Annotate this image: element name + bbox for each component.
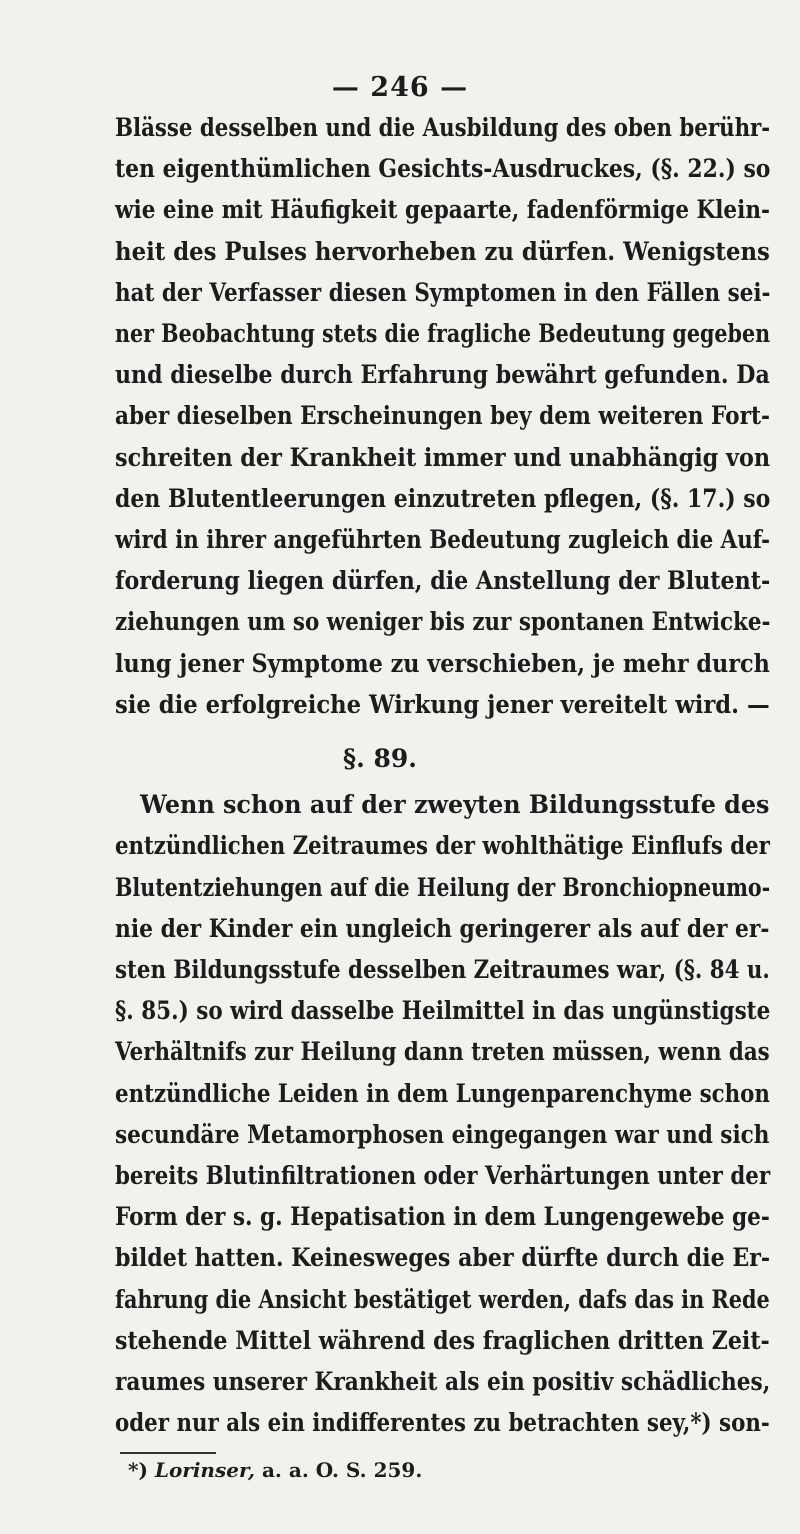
footnote-marker: *) — [128, 1458, 148, 1483]
body-line: Verhältnifs zur Heilung dann treten müssen, wenn das — [115, 1036, 770, 1067]
body-line: ziehungen um so weniger bis zur spontanen Entwicke- — [115, 606, 771, 637]
body-line: Wenn schon auf der zweyten Bildungsstufe des — [140, 789, 770, 820]
body-line: wie eine mit Häufigkeit gepaarte, fadenförmige Klein- — [115, 194, 770, 225]
body-line: entzündliche Leiden in dem Lungenparenchyme schon — [115, 1077, 770, 1108]
body-line: den Blutentleerungen einzutreten pflegen, (§. 17.) so — [115, 482, 771, 513]
body-line: entzündlichen Zeitraumes der wohlthätige Einflufs der — [115, 830, 770, 861]
footnote — [128, 1456, 422, 1484]
body-line: Form der s. g. Hepatisation in dem Lungengewebe ge- — [115, 1201, 770, 1232]
page-header: — 246 — — [331, 72, 469, 103]
body-line: oder nur als ein indifferentes zu betrachten sey,*) son- — [115, 1407, 770, 1438]
body-line: ner Beobachtung stets die fragliche Bedeutung gegeben — [115, 318, 771, 348]
section-heading: §. 89. — [343, 744, 417, 773]
body-line: bildet hatten. Keinesweges aber dürfte durch die Er- — [115, 1242, 771, 1273]
body-line: secundäre Metamorphosen eingegangen war und sich — [115, 1118, 770, 1149]
body-line: sten Bildungsstufe desselben Zeitraumes war, (§. 84 u. — [115, 954, 770, 984]
footnote-author: Lorinser, — [154, 1458, 255, 1483]
body-line: Blässe desselben und die Ausbildung des oben berühr- — [115, 112, 771, 142]
body-line: Blutentziehungen auf die Heilung der Bronchiopneumo- — [115, 871, 771, 902]
footnote-rule — [120, 1452, 216, 1454]
body-line: hat der Verfasser diesen Symptomen in den Fällen sei- — [115, 276, 771, 307]
body-line: und dieselbe durch Erfahrung bewährt gefunden. Da — [115, 359, 770, 390]
body-line: wird in ihrer angeführten Bedeutung zugleich die Auf- — [115, 524, 771, 554]
body-line: raumes unserer Krankheit als ein positiv schädliches, — [115, 1366, 771, 1396]
body-line: fahrung die Ansicht bestätiget werden, dafs das in Rede — [115, 1283, 770, 1314]
body-line: heit des Pulses hervorheben zu dürfen. Wenigstens — [115, 235, 770, 266]
body-line: §. 85.) so wird dasselbe Heilmittel in das ungünstigste — [115, 995, 771, 1026]
body-line: ten eigenthümlichen Gesichts-Ausdruckes, (§. 22.) so — [115, 153, 771, 184]
footnote-reference: a. a. O. S. 259. — [261, 1458, 423, 1483]
body-line: stehende Mittel während des fraglichen dritten Zeit- — [115, 1324, 770, 1355]
body-line: lung jener Symptome zu verschieben, je mehr durch — [115, 647, 770, 678]
body-line: aber dieselben Erscheinungen bey dem weiteren Fort- — [115, 400, 770, 431]
body-line: bereits Blutinfiltrationen oder Verhärtungen unter der — [115, 1160, 771, 1190]
body-line: sie die erfolgreiche Wirkung jener vereitelt wird. — — [115, 688, 770, 719]
body-line: forderung liegen dürfen, die Anstellung der Blutent- — [115, 565, 771, 596]
body-line: schreiten der Krankheit immer und unabhängig von — [115, 441, 771, 472]
body-line: nie der Kinder ein ungleich geringerer als auf der er- — [115, 912, 770, 943]
